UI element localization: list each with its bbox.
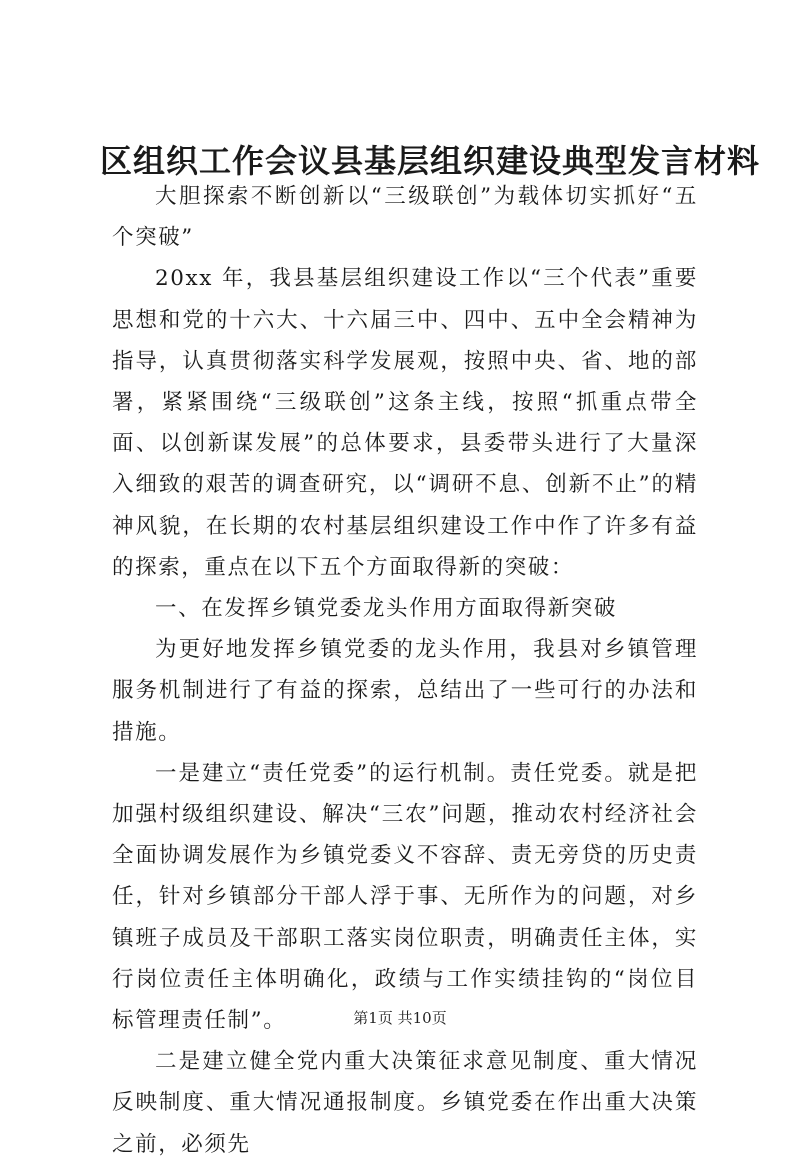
point-one-paragraph: 一是建立“责任党委”的运行机制。责任党委。就是把加强村级组织建设、解决“三农”问题，推动农村经济社会全面协调发展作为乡镇党委义不容辞、责无旁贷的历史责任，针对乡镇部分干部人浮于事、无所作为的问题，对乡镇班子成员及干部职工落实岗位职责，明确责任主体，实行岗位责任主体明确化，政绩与工作实绩挂钩的“岗位目标管理责任制”。 bbox=[112, 760, 698, 1034]
point-two-paragraph: 二是建立健全党内重大决策征求意见制度、重大情况反映制度、重大情况通报制度。乡镇党委在作出重大决策之前，必须先 bbox=[112, 1049, 698, 1157]
section-intro-paragraph: 为更好地发挥乡镇党委的龙头作用，我县对乡镇管理服务机制进行了有益的探索，总结出了一些可行的办法和措施。 bbox=[112, 637, 698, 745]
page-number-footer: 第1页 共10页 bbox=[353, 1009, 447, 1027]
intro-paragraph: 20xx 年，我县基层组织建设工作以“三个代表”重要思想和党的十六大、十六届三中、四中、五中全会精神为指导，认真贯彻落实科学发展观，按照中央、省、地的部署，紧紧围绕“三级联创”这条主线，按照“抓重点带全面、以创新谋发展”的总体要求，县委带头进行了大量深入细致的艰苦的调查研究，以“调研不息、创新不止”的精神风貌，在长期的农村基层组织建设工作中作了许多有益的探索，重点在以下五个方面取得新的突破： bbox=[112, 266, 698, 580]
subtitle-paragraph: 大胆探索不断创新以“三级联创”为载体切实抓好“五个突破” bbox=[112, 184, 698, 251]
document-title: 区组织工作会议县基层组织建设典型发言材料 bbox=[100, 142, 761, 180]
section-heading: 一、在发挥乡镇党委龙头作用方面取得新突破 bbox=[155, 596, 618, 622]
